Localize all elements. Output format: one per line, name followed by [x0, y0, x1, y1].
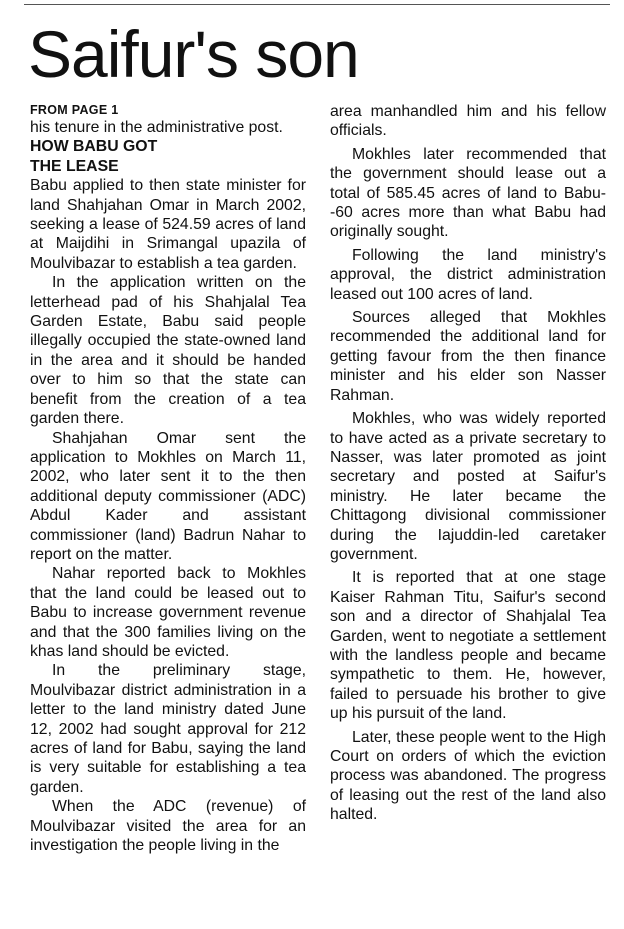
left-column — [30, 102, 306, 855]
paragraph: Following the land ministry's approval, the district administration leased out 100 acres of land. — [330, 246, 606, 303]
paragraph: When the ADC (revenue) of Moulvibazar visited the area for an investigation the people living in the — [30, 798, 306, 855]
paragraph: Nahar reported back to Mokhles that the land could be leased out to Babu to increase government revenue and that the 300 families living on the khas land should be evicted. — [30, 565, 306, 660]
headline: Saifur's son — [28, 17, 359, 91]
lead-in-text: his tenure in the administrative post. — [30, 119, 283, 136]
paragraph: area manhandled him and his fellow officials. — [330, 103, 606, 140]
paragraph: Babu applied to then state minister for land Shahjahan Omar in March 2002, seeking a lease of 524.59 acres of land at Maijdihi in Srimangal upazila of Moulvibazar to establish a tea garden. — [30, 177, 306, 272]
continuation-kicker: FROM PAGE 1 — [30, 103, 119, 117]
subhead: HOW BABU GOT THE LEASE — [30, 138, 158, 175]
top-rule — [24, 4, 610, 5]
paragraph: In the application written on the letterhead pad of his Shahjalal Tea Garden Estate, Babu said people illegally occupied the state-owned land in the area and it should be handed over to him so that the state can benefit from the creation of a tea garden there. — [30, 274, 306, 428]
paragraph: It is reported that at one stage Kaiser Rahman Titu, Saifur's second son and a director of Shahjalal Tea Garden, went to negotiate a settlement with the landless people and became sympathetic to them. He, however, failed to persuade his brother to give up his pursuit of the land. — [330, 569, 606, 723]
paragraph: Mokhles later recommended that the government should lease out a total of 585.45 acres of land to Babu--60 acres more than what Babu had originally sought. — [330, 145, 606, 241]
paragraph: Later, these people went to the High Court on orders of which the eviction process was abandoned. The progress of leasing out the rest of the land also halted. — [330, 728, 606, 824]
right-column — [330, 102, 606, 825]
paragraph: In the preliminary stage, Moulvibazar district administration in a letter to the land ministry dated June 12, 2002 had sought approval for 212 acres of land for Babu, saying the land is very suitable for establishing a tea garden. — [30, 662, 306, 796]
paragraph: Mokhles, who was widely reported to have acted as a private secretary to Nasser, was later promoted as joint secretary and posted at Saifur's ministry. He later became the Chittagong divisional commissioner during the Iajuddin-led caretaker government. — [330, 410, 606, 563]
paragraph: Sources alleged that Mokhles recommended the additional land for getting favour from the then finance minister and his elder son Nasser Rahman. — [330, 309, 606, 404]
paragraph: Shahjahan Omar sent the application to Mokhles on March 11, 2002, who later sent it to the then additional deputy commissioner (ADC) Abdul Kader and assistant commissioner (land) Badrun Nahar to report on the matter. — [30, 429, 306, 563]
